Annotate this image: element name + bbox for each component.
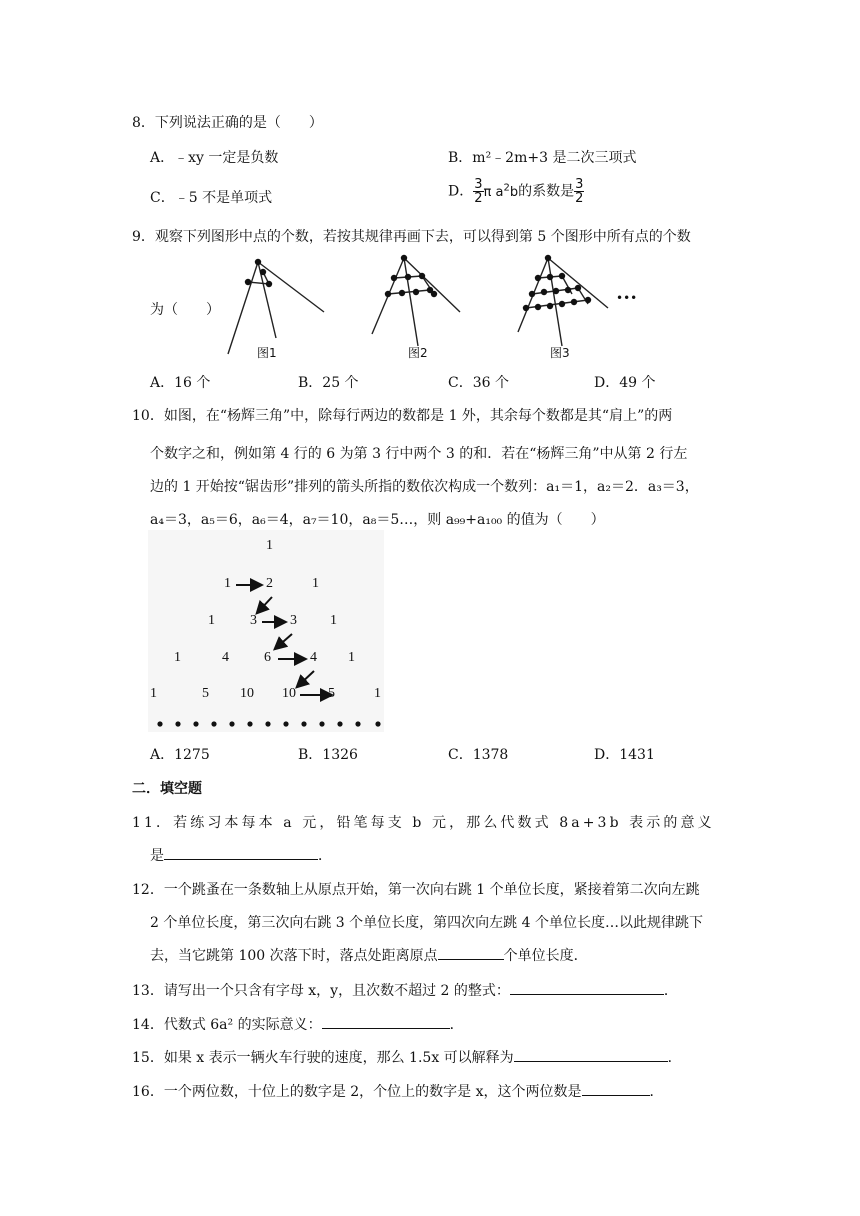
q12-line-2: 2 个单位长度，第三次向右跳 3 个单位长度，第四次向左跳 4 个单位长度…以此规律跳下 [150,915,703,931]
q8-d-term: π $a^2b$ [483,182,519,200]
q10-option-d: D．1431 [594,747,655,763]
q11-line-1: 11．若练习本每本 a 元，铅笔每支 b 元，那么代数式 8a+3b 表示的意义 [132,815,715,831]
q9-option-b: B．25 个 [298,375,359,391]
q16-answer-blank[interactable] [582,1081,650,1096]
yh-r3-c3: 3 [290,613,297,628]
q15-line [132,1047,682,1067]
q14-answer-blank[interactable] [322,1014,450,1029]
q9-dot-figures [222,250,634,362]
q16-line [132,1081,664,1101]
q8-d-fraction2 [574,178,584,205]
yh-r5-c1: 1 [150,686,157,701]
q12-line3-tail: 个单位长度． [503,948,588,964]
q8-option-b: B．m²﹣2m+3 是二次三项式 [448,150,637,166]
yh-r5-c4: 10 [282,686,296,701]
q11-line2-text: 是 [150,848,164,864]
q14-text: 14．代数式 6a² 的实际意义： [132,1017,322,1033]
yh-r4-c5: 1 [348,650,355,665]
q13-line [132,980,678,1000]
yh-r4-c2: 4 [222,650,229,665]
q10-line-1: 10．如图，在“杨辉三角”中，除每行两边的数都是 1 外，其余每个数都是其“肩上”的两 [132,408,673,424]
q10-yanghui-triangle [148,530,384,732]
q8-d-fraction [473,178,483,205]
yh-r4-c3: 6 [264,650,271,665]
q10-option-c: C．1378 [448,747,509,763]
q10-option-b: B．1326 [298,747,358,763]
q8-option-c: C．﹣5 不是单项式 [150,190,273,206]
q15-period: ． [667,1050,682,1066]
yh-r5-c6: 1 [374,686,381,701]
q8-d-prefix: D． [448,183,474,200]
q9-figure-label-1: 图1 [257,346,277,360]
q9-stem-line1: 9．观察下列图形中点的个数，若按其规律再画下去，可以得到第 5 个图形中所有点的个数 [132,229,691,245]
q8-d-denominator: 2 [474,191,483,206]
q8-option-a: A．﹣xy 一定是负数 [150,150,279,166]
q15-text: 15．如果 x 表示一辆火车行驶的速度，那么 1.5x 可以解释为 [132,1050,514,1066]
q12-line-3 [150,945,588,965]
q16-text: 16．一个两位数，十位上的数字是 2，个位上的数字是 x，这个两位数是 [132,1084,582,1100]
yh-r3-c1: 1 [208,613,215,628]
q9-stem-line2: 为（ ） [150,302,220,318]
q9-option-d: D．49 个 [594,375,656,391]
yh-arrows [148,530,384,732]
yh-r4-c4: 4 [310,650,317,665]
q9-option-c: C．36 个 [448,375,509,391]
yh-r5-c3: 10 [240,686,254,701]
yh-r2-c3: 1 [312,576,319,591]
yh-r2-c2: 2 [266,576,273,591]
q15-answer-blank[interactable] [514,1047,668,1062]
yh-r3-c2: 3 [250,613,257,628]
q11-line-2 [150,845,332,865]
q16-period: ． [649,1084,664,1100]
q10-option-a: A．1275 [150,747,210,763]
q9-ellipsis: ••• [616,291,638,305]
yh-r5-c5: 5 [328,686,335,701]
yh-r1-c1: 1 [266,538,273,553]
yh-r4-c1: 1 [174,650,181,665]
q8-stem: 8．下列说法正确的是（ ） [132,115,323,131]
q14-line [132,1014,464,1034]
q14-period: ． [449,1017,464,1033]
q13-answer-blank[interactable] [510,980,664,995]
q13-period: ． [663,983,678,999]
yh-r3-c4: 1 [330,613,337,628]
q9-option-a: A．16 个 [150,375,211,391]
q8-d-numerator2: 3 [575,177,584,192]
q10-line-3: 边的 1 开始按“锯齿形”排列的箭头所指的数依次构成一个数列：a₁＝1，a₂＝2．a₃＝3， [150,479,699,495]
q13-text: 13．请写出一个只含有字母 x，y，且次数不超过 2 的整式： [132,983,510,999]
q10-line-4: a₄＝3，a₅＝6，a₆＝4，a₇＝10，a₈＝5…，则 a₉₉+a₁₀₀ 的值为（ ） [150,512,605,528]
q10-line-2: 个数字之和，例如第 4 行的 6 为第 3 行中两个 3 的和．若在“杨辉三角”中从第 2 行左 [150,446,688,462]
q8-d-numerator: 3 [474,177,483,192]
q12-line-1: 12．一个跳蚤在一条数轴上从原点开始，第一次向右跳 1 个单位长度，紧接着第二次向左跳 [132,882,700,898]
q12-line3-text: 去，当它跳第 100 次落下时，落点处距离原点 [150,948,438,964]
q9-figure-label-3: 图3 [550,346,570,360]
yh-r2-c1: 1 [224,576,231,591]
q11-period: ． [318,848,332,864]
q8-d-suffix: 的系数是 [518,183,575,200]
yh-r5-c2: 5 [202,686,209,701]
q9-figure-label-2: 图2 [408,346,428,360]
q8-option-d [448,178,584,205]
section-title-fill-in: 二．填空题 [132,781,202,797]
q8-d-denominator2: 2 [575,191,584,206]
q12-answer-blank[interactable] [438,945,504,960]
q11-answer-blank[interactable] [164,845,318,860]
